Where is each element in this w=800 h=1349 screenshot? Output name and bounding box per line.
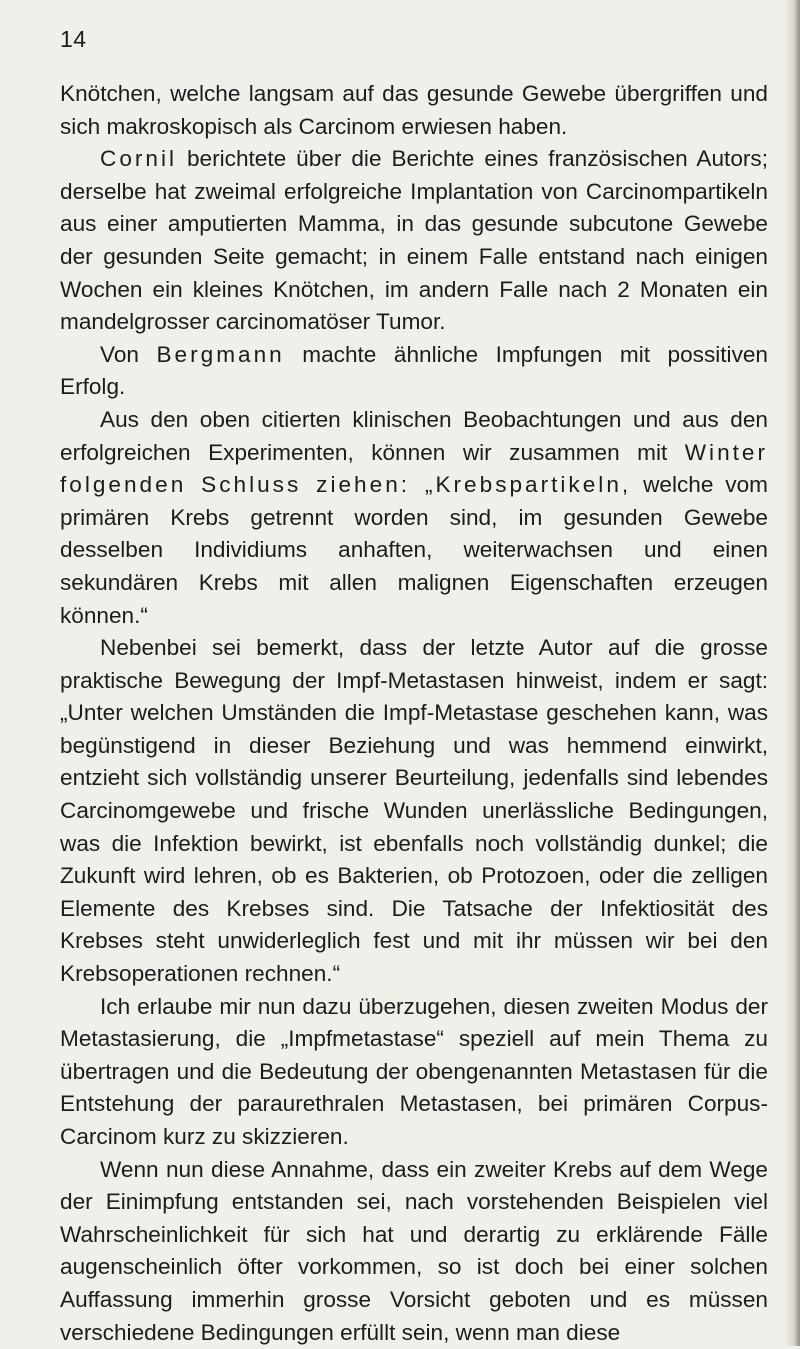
paragraph — [60, 632, 768, 991]
paragraph-text: welche vom primären Krebs getrennt worden sind, im gesunden Gewebe desselben Individiums anhaften, weiterwachsen und einen sekundären Krebs mit allen malignen Eigenschaften erzeugen können.“ — [60, 472, 768, 628]
author-name-bergmann: Bergmann — [156, 341, 285, 367]
paragraph-text: Nebenbei sei bemerkt, dass der letzte Autor auf die grosse praktische Bewegung der Impf-Metastasen hinweist, indem er sagt: „Unter welchen Umständen die Impf-Metastase geschehen kann, was begünstigend in dieser Beziehung und was hemmend einwirkt, entzieht sich vollständig unserer Beurteilung, jedenfalls sind lebendes Carcinomgewebe und frische Wunden unerlässliche Bedingungen, was die Infektion bewirkt, ist ebenfalls noch vollständig dunkel; die Zukunft wird lehren, ob es Bakterien, ob Protozoen, oder die zelligen Elemente des Krebses sind. Die Tatsache der Infektiosität des Krebses steht unwiderleglich fest und mit ihr müssen wir bei den Krebsoperationen rechnen.“ — [60, 635, 768, 987]
paragraph — [60, 1154, 768, 1349]
paragraph-text: Ich erlaube mir nun dazu überzugehen, diesen zweiten Modus der Metastasierung, die „Impfmetastase“ speziell auf mein Thema zu übertragen und die Bedeutung der obengenannten Metastasen für die Entstehung der paraurethralen Metastasen, bei primären Corpus-Carcinom kurz zu skizzieren. — [60, 993, 768, 1149]
paragraph-text: machte ähnliche Impfungen mit possitiven Erfolg. — [60, 341, 768, 400]
paragraph-text: berichtete über die Berichte eines französischen Autors; derselbe hat zweimal erfolgreiche Implantation von Carcinompartikeln aus einer amputierten Mamma, in das gesunde subcutone Gewebe der gesunden Seite gemacht; in einem Falle entstand nach einigen Wochen ein kleines Knötchen, im andern Falle nach 2 Monaten ein mandelgrosser carcinomatöser Tumor. — [60, 146, 768, 335]
paragraph — [60, 339, 768, 404]
author-name-cornil: Cornil — [100, 146, 178, 172]
paragraph-text: Knötchen, welche langsam auf das gesunde Gewebe übergriffen und sich makroskopisch als Carcinom erwiesen haben. — [60, 81, 768, 139]
paragraph — [60, 404, 768, 632]
page-number: 14 — [60, 26, 87, 52]
paragraph — [60, 991, 768, 1154]
paragraph-text: Von — [100, 341, 157, 367]
paragraph — [60, 143, 768, 339]
paragraph — [60, 78, 768, 143]
body-text — [60, 78, 768, 1349]
page-edge-shadow — [784, 0, 800, 1346]
emphasized-quote-start: Winter folgenden Schluss ziehen: „Krebspartikeln, — [60, 439, 768, 498]
paragraph-text: Aus den oben citierten klinischen Beobachtungen und aus den erfolgreichen Experimenten, können wir zusammen mit — [60, 406, 768, 465]
paragraph-text: Wenn nun diese Annahme, dass ein zweiter Krebs auf dem Wege der Einimpfung entstanden sei, nach vorstehenden Beispielen viel Wahrscheinlichkeit für sich hat und derartig zu erklärende Fälle augenscheinlich öfter vorkommen, so ist doch bei einer solchen Auffassung immerhin grosse Vorsicht geboten und es müssen verschiedene Bedingungen erfüllt sein, wenn man diese — [60, 1156, 768, 1345]
